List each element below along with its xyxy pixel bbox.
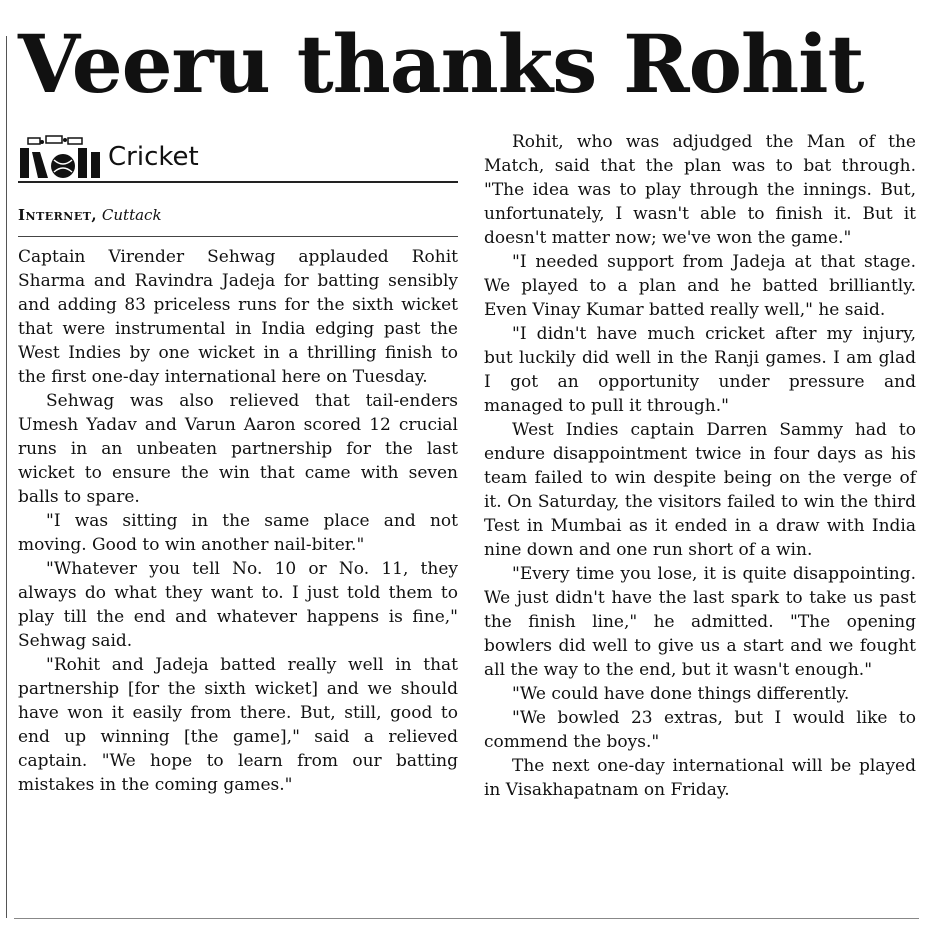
dateline-rule: [18, 236, 458, 237]
paragraph: "I didn't have much cricket after my injury, but luckily did well in the Ranji games. I am glad I got an opportunity under pressure and managed to pull it through.": [484, 324, 916, 416]
paragraph: Sehwag was also relieved that tail-enders Umesh Yadav and Varun Aaron scored 12 crucial runs in an unbeaten partnership for the last wicket to ensure the win that came with seven balls to spare.: [18, 391, 458, 507]
paragraph: Captain Virender Sehwag applauded Rohit Sharma and Ravindra Jadeja for batting sensibly and adding 83 priceless runs for the sixth wicket that were instrumental in India edging past the West Indies by one wicket in a thrilling finish to the first one-day international here on Tuesday.: [18, 247, 458, 387]
paragraph: "Every time you lose, it is quite disappointing. We just didn't have the last spark to take us past the finish line," he admitted. "The opening bowlers did well to give us a start and we fought all the way to the end, but it wasn't enough.": [484, 564, 916, 680]
left-column-rule: [6, 36, 7, 918]
paragraph: "I needed support from Jadeja at that stage. We played to a plan and he batted brilliantly. Even Vinay Kumar batted really well," he said.: [484, 252, 916, 320]
headline: Veeru thanks Rohit: [18, 17, 864, 111]
paragraph: West Indies captain Darren Sammy had to endure disappointment twice in four days as his team failed to win despite being on the verge of it. On Saturday, the visitors failed to win the third Test in Mumbai as it ended in a draw with India nine down and one run short of a win.: [484, 420, 916, 560]
paragraph: The next one-day international will be played in Visakhapatnam on Friday.: [484, 756, 916, 800]
section-label: Cricket: [108, 142, 199, 172]
paragraph: "Rohit and Jadeja batted really well in that partnership [for the sixth wicket] and we should have won it easily from there. But, still, good to end up winning [the game]," said a relieved captain. "We hope to learn from our batting mistakes in the coming games.": [18, 655, 458, 795]
article-column-left: [18, 245, 458, 797]
dateline: [18, 204, 162, 226]
section-rule: [18, 181, 458, 183]
bottom-rule: [14, 918, 919, 919]
dateline-city: Cuttack: [101, 206, 162, 224]
paragraph: "I was sitting in the same place and not moving. Good to win another nail-biter.": [18, 511, 458, 555]
paragraph: "We could have done things differently.: [512, 684, 850, 704]
agency: Internet,: [18, 206, 98, 224]
paragraph: "Whatever you tell No. 10 or No. 11, they always do what they want to. I just told them to play till the end and whatever happens is fine," Sehwag said.: [18, 559, 458, 651]
section-header: [18, 130, 458, 186]
paragraph: "We bowled 23 extras, but I would like to commend the boys.": [484, 708, 916, 752]
cricket-icon: [18, 134, 104, 180]
article-column-right: [484, 130, 916, 802]
paragraph: Rohit, who was adjudged the Man of the Match, said that the plan was to bat through. "The idea was to play through the innings. But, unfortunately, I wasn't able to finish it. But it doesn't matter now; we've won the game.": [484, 132, 916, 248]
